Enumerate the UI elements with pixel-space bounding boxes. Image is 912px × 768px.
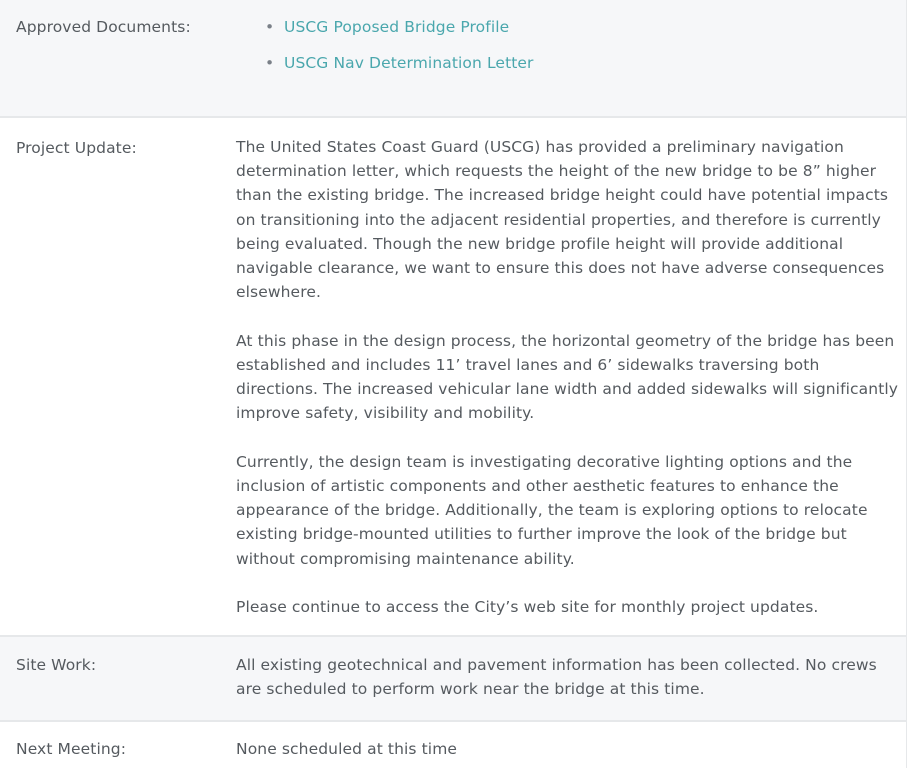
site-work-row (0, 637, 906, 722)
bullet-icon: • (265, 18, 275, 36)
project-update-label: Project Update: (16, 139, 137, 157)
approved-documents-label: Approved Documents: (16, 18, 191, 36)
site-work-value: All existing geotechnical and pavement information has been collected. No crews are scheduled to perform work near the bridge at this time. (236, 656, 877, 699)
uscg-bridge-profile-link[interactable]: USCG Poposed Bridge Profile (284, 18, 510, 36)
bullet-icon: • (265, 54, 275, 72)
next-meeting-label: Next Meeting: (16, 740, 127, 758)
project-update-paragraph-4: Please continue to access the City’s web site for monthly project updates. (236, 598, 819, 617)
next-meeting-row (0, 722, 906, 768)
project-update-value (236, 135, 906, 635)
site-work-label: Site Work: (16, 656, 97, 674)
approved-documents-value (236, 15, 906, 116)
project-update-paragraph-1: The United States Coast Guard (USCG) has provided a preliminary navigation determination letter, which requests the height of the new bridge to be 8” higher than the existing bridge. The increased bridge height could have potential impacts on transitioning into the adjacent residential properties, and therefore is currently being evaluated. Though the new bridge profile height will provide additional navigable clearance, we want to ensure this does not have adverse consequences elsewhere. (236, 138, 889, 302)
list-item (265, 15, 906, 39)
list-item (265, 51, 906, 75)
project-update-paragraph-3: Currently, the design team is investigating decorative lighting options and the inclusion of artistic components and other aesthetic features to enhance the appearance of the bridge. Additionally, the team is exploring options to relocate existing bridge-mounted utilities to further improve the look of the bridge but without compromising maintenance ability. (236, 452, 868, 568)
project-update-row (0, 118, 906, 637)
uscg-nav-determination-link[interactable]: USCG Nav Determination Letter (284, 54, 534, 72)
project-update-paragraph-2: At this phase in the design process, the horizontal geometry of the bridge has been established and includes 11’ travel lanes and 6’ sidewalks traversing both directions. The increased vehicular lane width and added sidewalks will significantly improve safety, visibility and mobility. (236, 331, 899, 423)
next-meeting-value: None scheduled at this time (236, 740, 458, 758)
documents-list (236, 15, 906, 75)
approved-documents-row (0, 0, 906, 118)
